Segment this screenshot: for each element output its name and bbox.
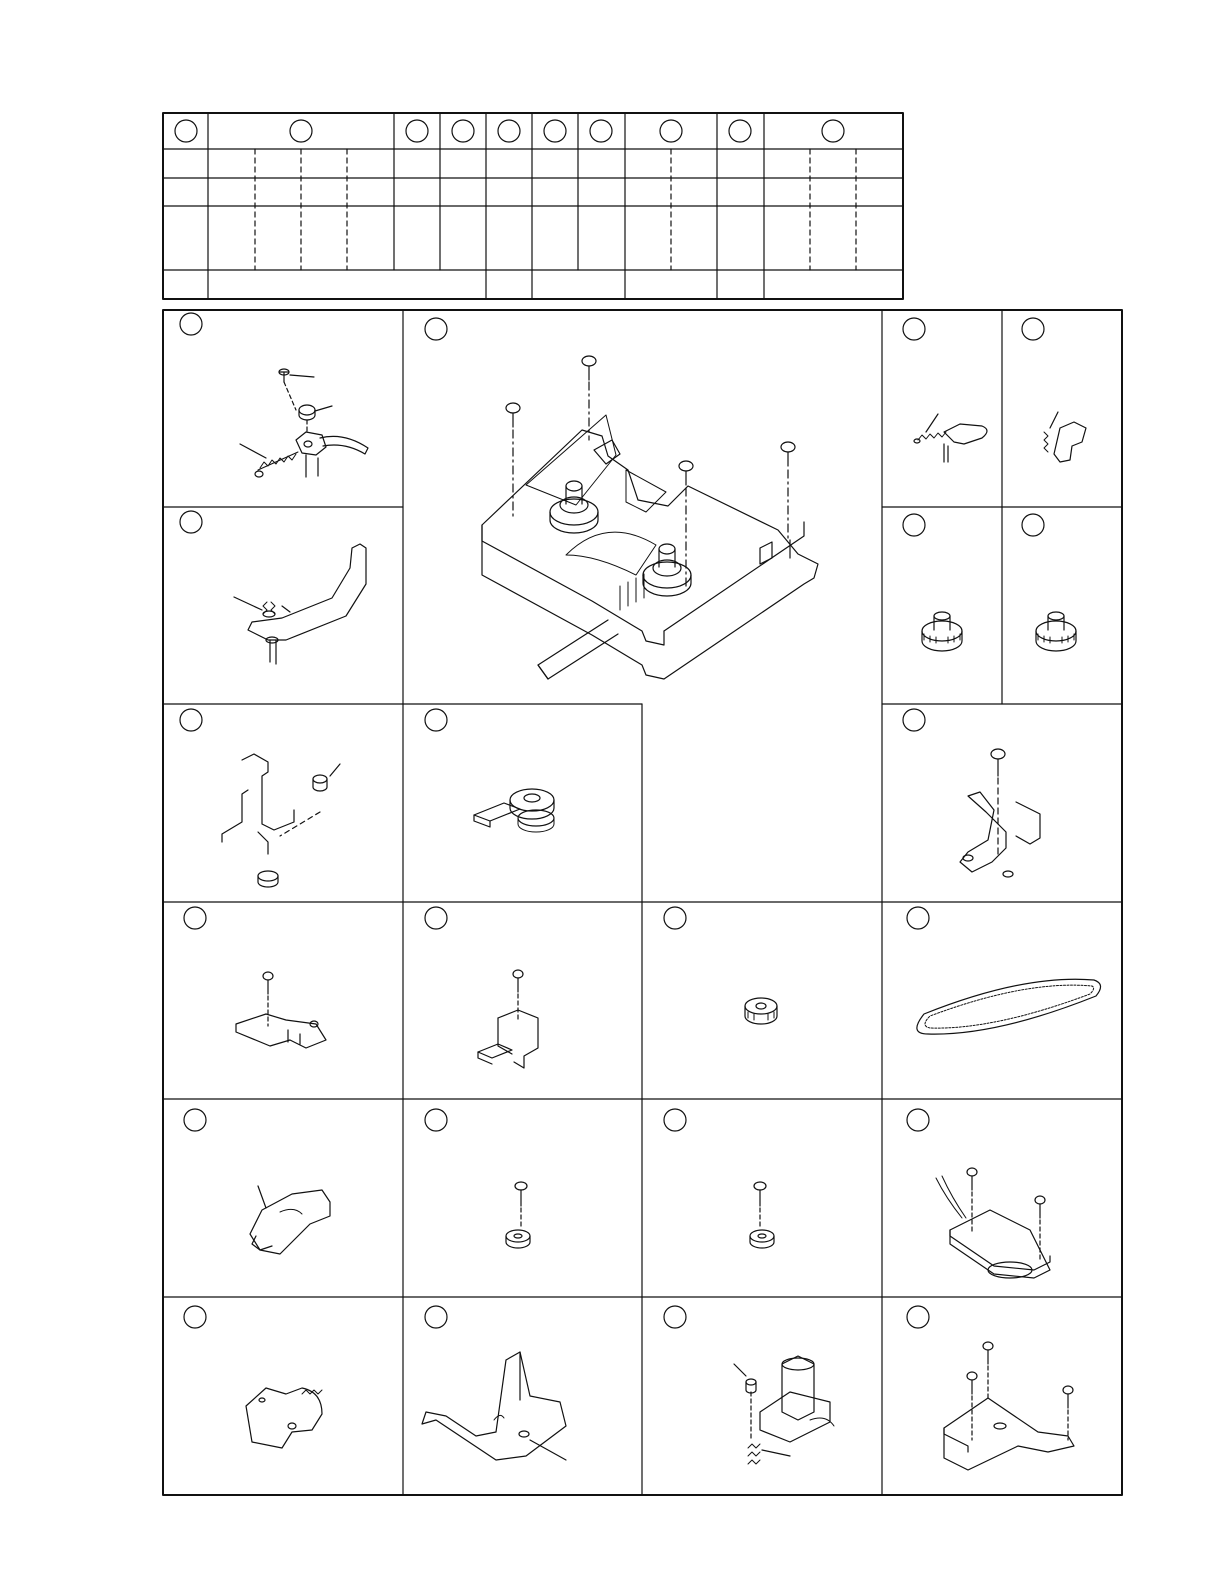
gear-icon	[745, 998, 777, 1024]
panel-marker	[907, 1306, 929, 1328]
arm-with-spring-icon	[234, 544, 366, 664]
small-arm-spring-icon	[1044, 412, 1086, 462]
panel-marker	[425, 318, 447, 340]
panel-marker	[1022, 514, 1044, 536]
panel-marker	[907, 1109, 929, 1131]
panel-marker	[425, 907, 447, 929]
panel-markers	[180, 313, 1044, 1328]
column-markers	[175, 120, 844, 142]
column-marker	[590, 120, 612, 142]
pulley-gear-icon	[750, 1182, 774, 1248]
column-marker	[660, 120, 682, 142]
gear-bracket-icon	[474, 789, 554, 832]
panel-marker	[903, 318, 925, 340]
motor-board-icon	[936, 1168, 1050, 1278]
mechanism-chassis-icon	[482, 356, 818, 679]
panel-marker	[903, 514, 925, 536]
sector-gear-icon	[246, 1388, 322, 1448]
column-marker	[452, 120, 474, 142]
panel-marker	[903, 709, 925, 731]
reel-gear-left-icon	[922, 612, 962, 651]
panel-marker	[180, 313, 202, 335]
holder-bracket-icon	[960, 749, 1040, 877]
guide-plate-icon	[422, 1352, 566, 1460]
cam-plate-icon	[250, 1186, 330, 1254]
drive-belt-icon	[917, 979, 1101, 1034]
column-marker	[290, 120, 312, 142]
panel-marker	[425, 1109, 447, 1131]
panel-marker	[1022, 318, 1044, 340]
idler-gear-icon	[506, 1182, 530, 1248]
switch-bracket-icon	[478, 970, 538, 1068]
panel-marker	[180, 709, 202, 731]
parts-grid	[163, 310, 1122, 1495]
slide-lever-icon	[236, 972, 326, 1048]
column-marker	[729, 120, 751, 142]
panel-marker	[664, 1109, 686, 1131]
brake-arm-icon	[222, 754, 340, 887]
panel-marker	[184, 907, 206, 929]
column-marker	[175, 120, 197, 142]
column-marker	[544, 120, 566, 142]
column-marker	[406, 120, 428, 142]
pinch-arm-spring-icon	[914, 414, 987, 462]
column-marker	[498, 120, 520, 142]
panel-marker	[425, 709, 447, 731]
panel-marker	[425, 1306, 447, 1328]
panel-marker	[184, 1306, 206, 1328]
base-plate-icon	[944, 1342, 1074, 1470]
column-marker	[822, 120, 844, 142]
panel-marker	[184, 1109, 206, 1131]
lever-spring-assembly-icon	[240, 369, 368, 477]
reel-gear-right-icon	[1036, 612, 1076, 651]
panel-marker	[180, 511, 202, 533]
panel-marker	[664, 1306, 686, 1328]
capstan-assembly-icon	[734, 1356, 834, 1464]
reference-table	[163, 113, 903, 299]
panel-marker	[664, 907, 686, 929]
panel-marker	[907, 907, 929, 929]
